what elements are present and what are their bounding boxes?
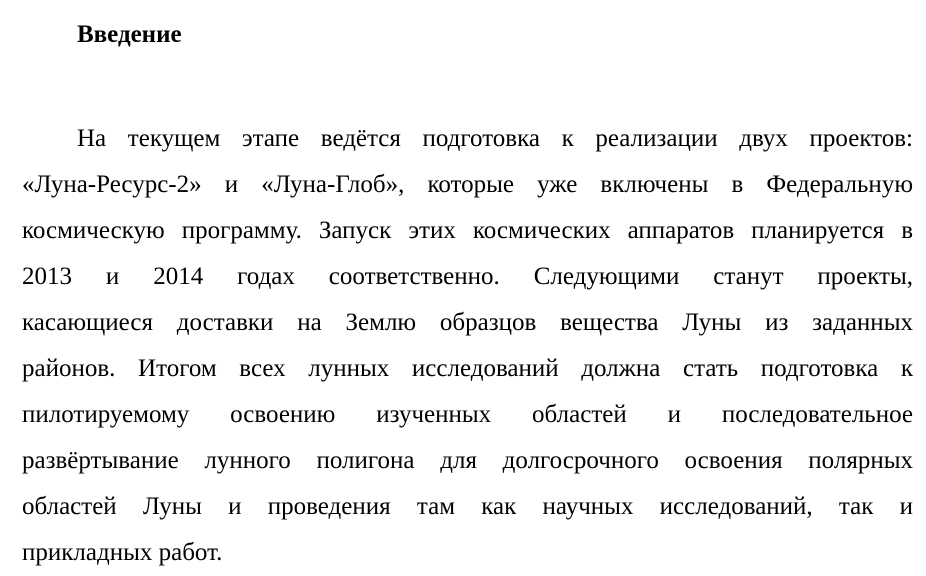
paragraph-line: «Луна-Ресурс-2» и «Луна-Глоб», которые уже включены в Федеральную bbox=[22, 171, 913, 198]
intro-paragraph bbox=[22, 116, 913, 576]
paragraph-line: развёртывание лунного полигона для долгосрочного освоения полярных bbox=[22, 447, 913, 474]
paragraph-line: пилотируемому освоению изученных областей и последовательное bbox=[22, 401, 913, 428]
paragraph-line: районов. Итогом всех лунных исследований должна стать подготовка к bbox=[22, 355, 913, 382]
paragraph-line: областей Луны и проведения там как научных исследований, так и bbox=[22, 493, 913, 520]
paragraph-line: прикладных работ. bbox=[22, 539, 223, 566]
paragraph-line: На текущем этапе ведётся подготовка к реализации двух проектов: bbox=[77, 125, 913, 152]
paragraph-line: космическую программу. Запуск этих космических аппаратов планируется в bbox=[22, 217, 913, 244]
section-heading: Введение bbox=[77, 21, 182, 48]
paragraph-line: 2013 и 2014 годах соответственно. Следующими станут проекты, bbox=[22, 263, 913, 290]
paragraph-line: касающиеся доставки на Землю образцов вещества Луны из заданных bbox=[22, 309, 913, 336]
